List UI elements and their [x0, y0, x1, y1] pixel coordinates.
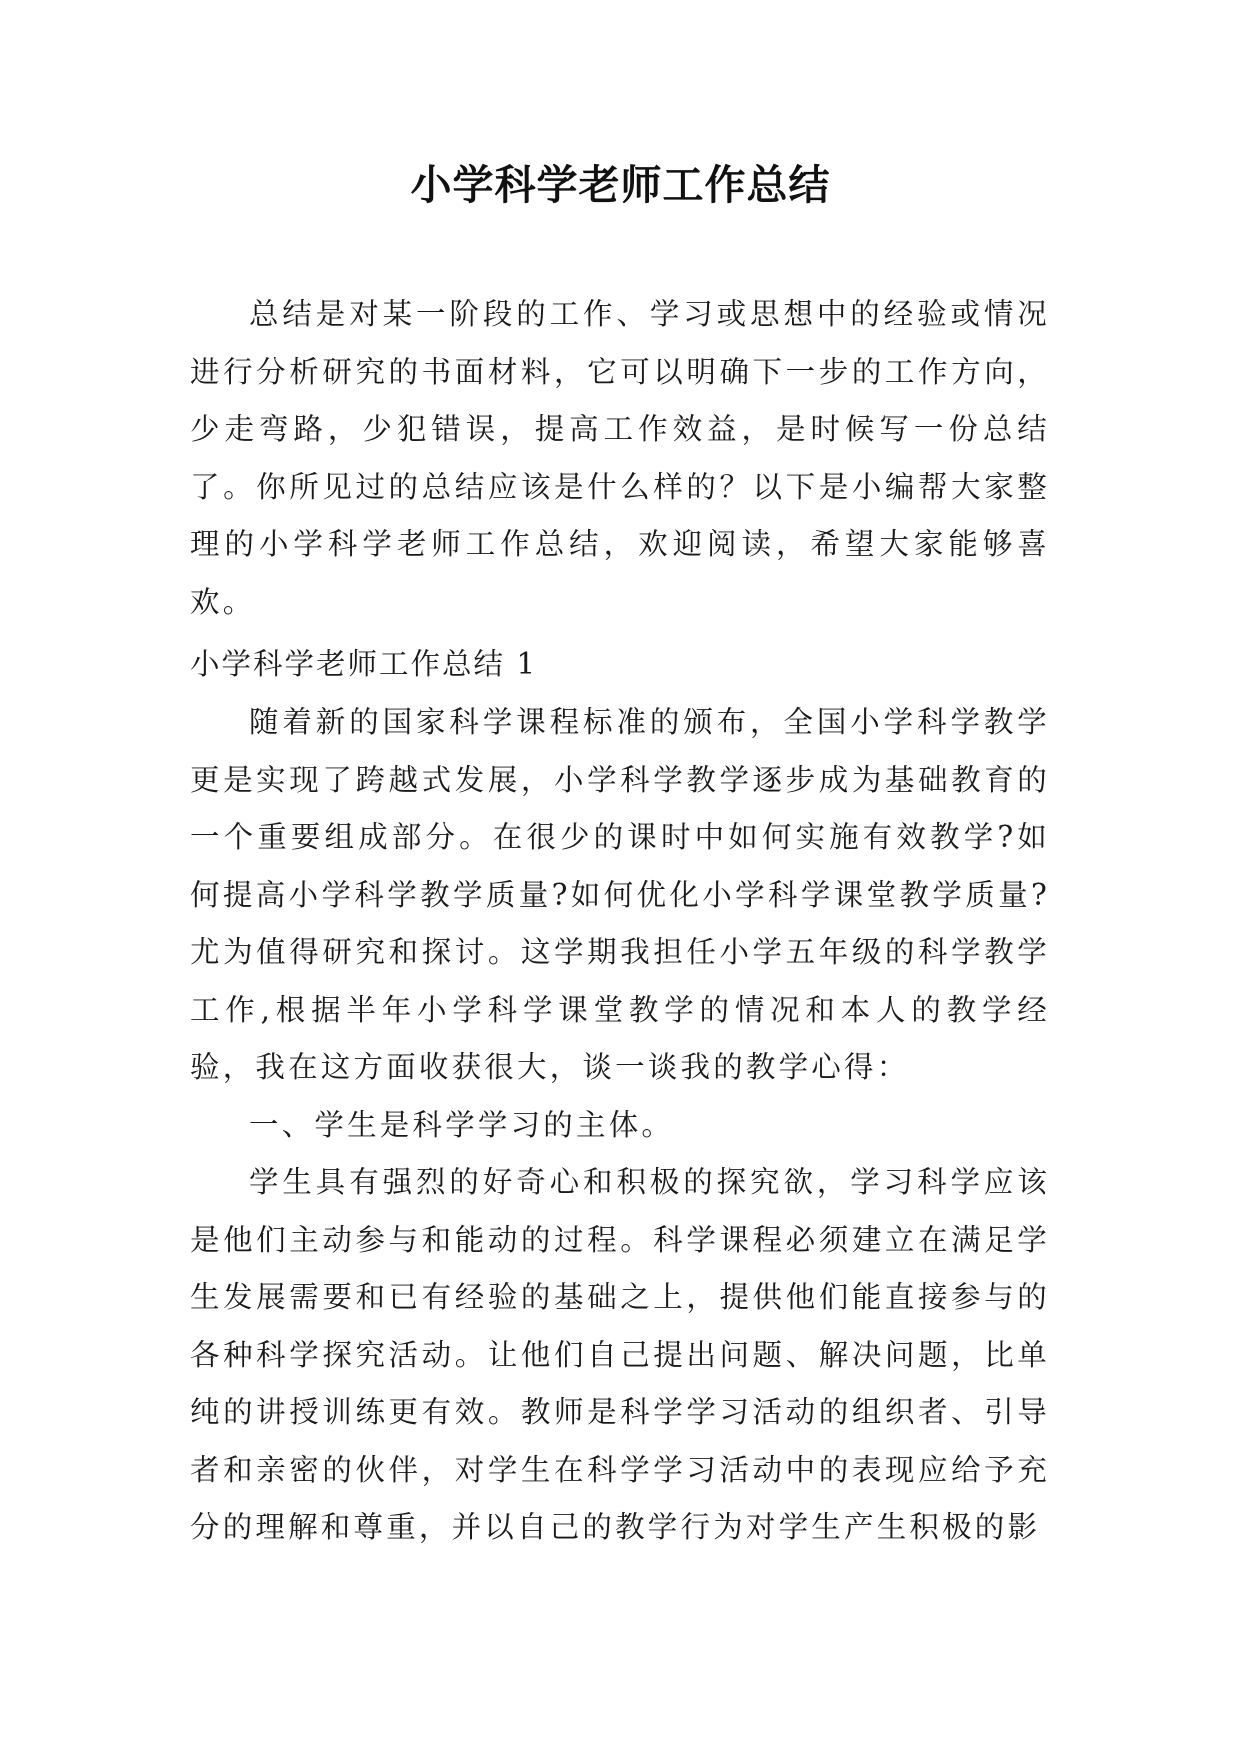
intro-block — [190, 286, 1050, 631]
section-heading: 小学科学老师工作总结 1 — [190, 647, 538, 681]
body-paragraph: 随着新的国家科学课程标准的颁布，全国小学科学教学更是实现了跨越式发展，小学科学教学逐步成为基础教育的一个重要组成部分。在很少的课时中如何实施有效教学?如何提高小学科学教学质量?如何优化小学科学课堂教学质量?尤为值得研究和探讨。这学期我担任小学五年级的科学教学工作,根据半年小学科学课堂教学的情况和本人的教学经验，我在这方面收获很大，谈一谈我的教学心得： — [190, 705, 1050, 1084]
subheading-paragraph: 一、学生是科学学习的主体。 — [249, 1107, 675, 1142]
body-paragraph: 学生具有强烈的好奇心和积极的探究欲，学习科学应该是他们主动参与和能动的过程。科学课程必须建立在满足学生发展需要和已有经验的基础之上，提供他们能直接参与的各种科学探究活动。让他们自己提出问题、解决问题，比单纯的讲授训练更有效。教师是科学学习活动的组织者、引导者和亲密的伙伴，对学生在科学学习活动中的表现应给予充分的理解和尊重，并以自己的教学行为对学生产生积极的影 — [190, 1165, 1050, 1544]
main-body — [190, 694, 1050, 1557]
document-title: 小学科学老师工作总结 — [410, 161, 831, 209]
intro-paragraph: 总结是对某一阶段的工作、学习或思想中的经验或情况进行分析研究的书面材料，它可以明确下一步的工作方向，少走弯路，少犯错误，提高工作效益，是时候写一份总结了。你所见过的总结应该是什么样的？以下是小编帮大家整理的小学科学老师工作总结，欢迎阅读，希望大家能够喜欢。 — [190, 297, 1050, 619]
